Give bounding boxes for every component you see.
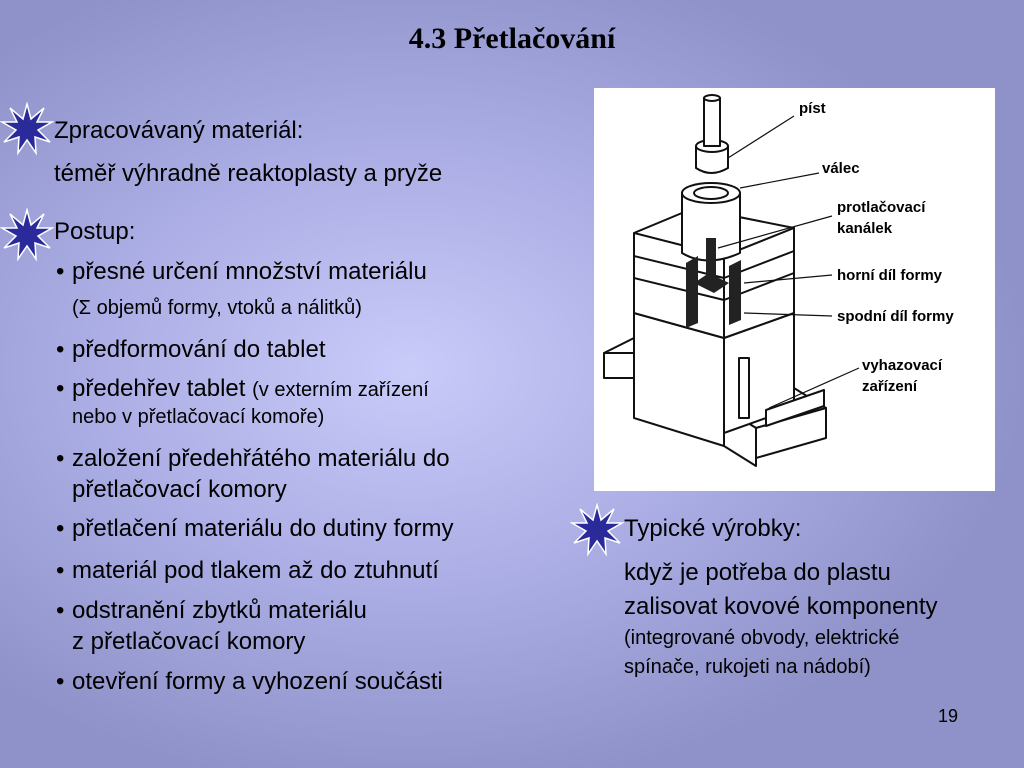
list-item: • odstranění zbytků materiálu [56, 597, 367, 624]
list-item: • přesné určení množství materiálu [56, 258, 427, 285]
products-text-line2: zalisovat kovové komponenty [624, 593, 938, 620]
label-cylinder: válec [822, 160, 860, 177]
slide-title: 4.3 Přetlačování [408, 22, 616, 55]
star-bullet-icon [0, 102, 54, 156]
list-item: • materiál pod tlakem až do ztuhnutí [56, 557, 439, 584]
label-channel-line1: protlačovací [837, 199, 926, 216]
products-text-line1: když je potřeba do plastu [624, 559, 891, 586]
label-ejector-line1: vyhazovací [862, 357, 943, 374]
products-note-line2: spínače, rukojeti na nádobí) [624, 656, 871, 678]
transfer-molding-diagram [594, 88, 995, 491]
bullet-dot-icon: • [56, 258, 65, 285]
list-item: • předehřev tablet (v externím zařízení [56, 375, 429, 402]
list-item: • otevření formy a vyhození součásti [56, 668, 443, 695]
bullet-dot-icon: • [56, 597, 65, 624]
list-item: • založení předehřátého materiálu do [56, 445, 450, 472]
material-heading: Zpracovávaný materiál: [54, 117, 304, 144]
label-upper-mold: horní díl formy [837, 267, 942, 284]
label-piston: píst [799, 100, 826, 117]
page-number: 19 [938, 706, 959, 726]
list-item: • přetlačení materiálu do dutiny formy [56, 515, 454, 542]
bullet-dot-icon: • [56, 557, 65, 584]
procedure-heading: Postup: [54, 218, 136, 245]
material-text: téměř výhradně reaktoplasty a pryže [54, 160, 443, 187]
list-item-note: nebo v přetlačovací komoře) [72, 406, 325, 428]
label-channel-line2: kanálek [837, 220, 893, 237]
bullet-dot-icon: • [56, 336, 65, 363]
products-note-line1: (integrované obvody, elektrické [624, 627, 900, 649]
list-item-line2: přetlačovací komory [72, 476, 287, 503]
list-item-line2: z přetlačovací komory [72, 628, 306, 655]
star-bullet-icon [570, 503, 624, 557]
list-item: • předformování do tablet [56, 336, 326, 363]
bullet-dot-icon: • [56, 668, 65, 695]
list-item-note: (Σ objemů formy, vtoků a nálitků) [72, 297, 362, 319]
bullet-dot-icon: • [56, 515, 65, 542]
bullet-dot-icon: • [56, 375, 65, 402]
star-bullet-icon [0, 208, 54, 262]
products-heading: Typické výrobky: [624, 515, 802, 542]
label-ejector-line2: zařízení [862, 378, 918, 395]
bullet-dot-icon: • [56, 445, 65, 472]
label-lower-mold: spodní díl formy [837, 308, 954, 325]
